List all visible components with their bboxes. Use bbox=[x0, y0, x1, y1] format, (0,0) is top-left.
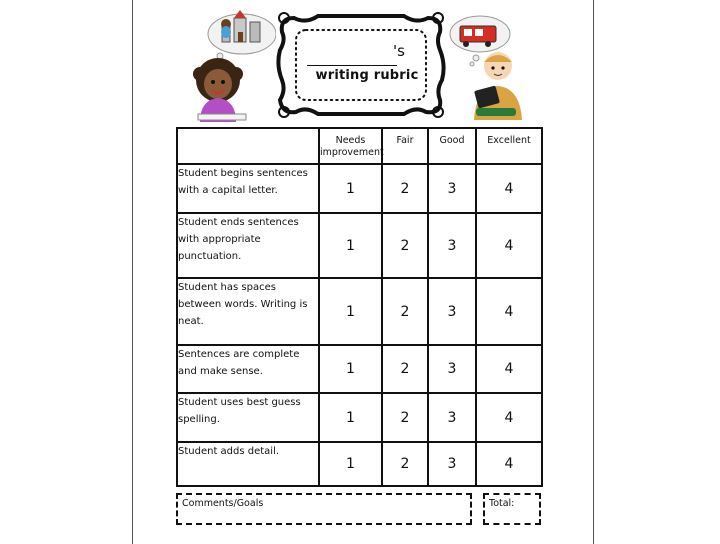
table-row bbox=[177, 164, 542, 213]
score-1-cell[interactable]: 1 bbox=[319, 278, 382, 345]
table-row bbox=[177, 345, 542, 393]
rubric-title: writing rubric bbox=[315, 68, 419, 83]
criterion-cell: Student uses best guess spelling. bbox=[177, 393, 319, 442]
criterion-cell: Student begins sentences with a capital letter. bbox=[177, 164, 319, 213]
table-row bbox=[177, 442, 542, 486]
score-4-cell[interactable]: 4 bbox=[476, 345, 542, 393]
score-2-cell[interactable]: 2 bbox=[382, 442, 428, 486]
table-row bbox=[177, 393, 542, 442]
header-good: Good bbox=[428, 128, 476, 164]
score-2-cell[interactable]: 2 bbox=[382, 164, 428, 213]
name-possessive: 's bbox=[393, 42, 405, 60]
score-1-cell[interactable]: 1 bbox=[319, 345, 382, 393]
criterion-cell: Student adds detail. bbox=[177, 442, 319, 486]
score-3-cell[interactable]: 3 bbox=[428, 442, 476, 486]
score-3-cell[interactable]: 3 bbox=[428, 345, 476, 393]
student-name-blank[interactable] bbox=[307, 43, 397, 66]
score-2-cell[interactable]: 2 bbox=[382, 345, 428, 393]
header-excellent: Excellent bbox=[476, 128, 542, 164]
total-label: Total: bbox=[489, 498, 515, 509]
score-1-cell[interactable]: 1 bbox=[319, 393, 382, 442]
girl-clipart bbox=[186, 10, 276, 122]
score-4-cell[interactable]: 4 bbox=[476, 393, 542, 442]
comments-goals-box[interactable] bbox=[176, 493, 472, 525]
score-4-cell[interactable]: 4 bbox=[476, 213, 542, 278]
header-row bbox=[177, 128, 542, 164]
comments-goals-label: Comments/Goals bbox=[182, 498, 264, 509]
criterion-cell: Student ends sentences with appropriate punctuation. bbox=[177, 213, 319, 278]
criterion-cell: Sentences are complete and make sense. bbox=[177, 345, 319, 393]
score-2-cell[interactable]: 2 bbox=[382, 278, 428, 345]
score-3-cell[interactable]: 3 bbox=[428, 213, 476, 278]
score-3-cell[interactable]: 3 bbox=[428, 164, 476, 213]
score-1-cell[interactable]: 1 bbox=[319, 442, 382, 486]
score-4-cell[interactable]: 4 bbox=[476, 164, 542, 213]
criterion-cell: Student has spaces between words. Writing is neat. bbox=[177, 278, 319, 345]
boy-clipart bbox=[446, 14, 526, 120]
total-box[interactable] bbox=[483, 493, 541, 525]
score-1-cell[interactable]: 1 bbox=[319, 164, 382, 213]
rubric-table bbox=[176, 127, 543, 487]
score-2-cell[interactable]: 2 bbox=[382, 393, 428, 442]
score-1-cell[interactable]: 1 bbox=[319, 213, 382, 278]
score-3-cell[interactable]: 3 bbox=[428, 393, 476, 442]
header-needs-improvement: Needs improvement bbox=[319, 128, 382, 164]
header-criteria bbox=[177, 128, 319, 164]
score-2-cell[interactable]: 2 bbox=[382, 213, 428, 278]
table-row bbox=[177, 278, 542, 345]
score-4-cell[interactable]: 4 bbox=[476, 278, 542, 345]
score-4-cell[interactable]: 4 bbox=[476, 442, 542, 486]
score-3-cell[interactable]: 3 bbox=[428, 278, 476, 345]
header-fair: Fair bbox=[382, 128, 428, 164]
table-row bbox=[177, 213, 542, 278]
